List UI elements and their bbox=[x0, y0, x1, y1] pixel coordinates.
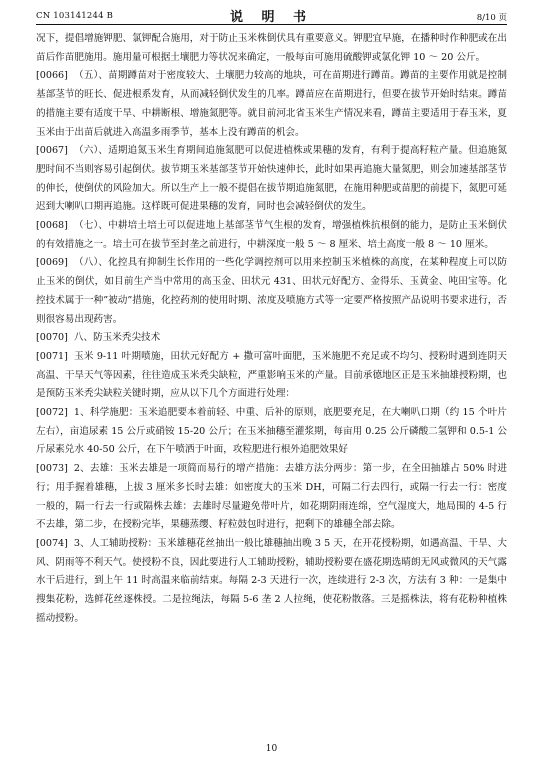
paragraph-text: （五）、苗期蹲苗对于密度较大、土壤肥力较高的地块，可在苗期进行蹲苗。蹲苗的主要作用就是控制基部茎节的旺长、促进根系发育，从而减轻倒伏发生的几率。蹲苗应在苗期进行，但要在拔节开始时结束。蹲苗的措施主要有适度干旱、中耕断根、增施氮肥等。就目前河北省玉米生产情况来看，蹲苗主要适用于春玉米，夏玉米由于出苗后就进入高温多雨季节，基本上没有蹲苗的机会。 bbox=[36, 70, 507, 138]
paragraph-0070 bbox=[36, 329, 507, 348]
paragraph-0066 bbox=[36, 67, 507, 142]
paragraph-number: [0072] bbox=[36, 407, 68, 419]
paragraph-0068 bbox=[36, 217, 507, 254]
paragraph-number: [0069] bbox=[36, 257, 68, 269]
paragraph-number: [0071] bbox=[36, 350, 68, 362]
document-title: 说 明 书 bbox=[229, 10, 314, 25]
paragraph-text: 2、去雄：玉米去雄是一项简而易行的增产措施：去雄方法分两步：第一步，在全田抽雄占 50% 时进行；用手握着雄穗，上拔 3 厘米多长时去雄：如密度大的玉米 DH，可隔二行去四行，或隔一行去一行：密度一般的，隔一行去一行或隔株去雄：去雄时尽量避免带叶片，如花期阴雨连绵，空气湿度大，地局围的 4-5 行不去雄，第二步，在授粉完毕，果穗蒸缨、籽粒鼓包时进行，把剩下的雄穗全部去除。 bbox=[36, 463, 507, 531]
paragraph-text: 玉米 9-11 叶期喷施，田状元好配方 + 撒可富叶面肥，玉米施肥不充足或不均匀、授粉时遇到连阴天高温、干旱天气等因素，往往造成玉米秃尖缺粒，严重影响玉米的产量。目前承德地区正是玉米抽雄授粉期，也是预防玉米秃尖缺粒关键时期，应从以下几个方面进行处理： bbox=[36, 350, 507, 400]
paragraph-text: （六）、适期追氮玉米生育期间追施氮肥可以促进植株或果穗的发育，有利于提高籽粒产量。但追施氮肥时间不当则容易引起倒伏。拔节期玉米基部茎节开始快速伸长，此时如果再追施大量氮肥，则会加速基部茎节的伸长，使倒伏的风险加大。所以生产上一般不提倡在拔节期追施氮肥，在施用种肥或苗肥的前提下，氮肥可延迟到大喇叭口期再追施。这样既可促进果穗的发育，同时也会减轻倒伏的发生。 bbox=[36, 145, 507, 213]
paragraph-number: [0068] bbox=[36, 220, 68, 232]
document-body bbox=[36, 30, 507, 629]
paragraph-number: [0066] bbox=[36, 70, 68, 82]
paragraph-0072 bbox=[36, 404, 507, 460]
header-rule bbox=[36, 24, 507, 25]
patent-number: CN 103141244 B bbox=[36, 11, 114, 21]
paragraph-text: （七）、中耕培土培土可以促进地上基部茎节气生根的发育，增强植株抗根倒的能力，是防止玉米倒伏的有效措施之一。培土可在拔节至封垄之前进行，中耕深度一般 5 ～ 8 厘米、培土高度一般 8 ～ 10 厘米。 bbox=[36, 220, 507, 250]
paragraph-number: [0074] bbox=[36, 537, 68, 549]
paragraph-text: 3、人工辅助授粉：玉米雄穗花丝抽出一般比雄穗抽出晚 3 5 天，在开花授粉期，如遇高温、干旱、大风、阴雨等不利天气。使授粉不良，因此要进行人工辅助授粉，辅助授粉要在盛花期选晴朗无风或微风的天气露水干后进行，到上午 11 时高温来临前结束。每隔 2-3 天进行一次，连续进行 2-3 次，方法有 3 种：一是集中搜集花粉，选鲜花丝逐株授。二是拉绳法，每隔 5-6 垄 2 人拉绳，使花粉散落。三是摇株法，将有花粉种植株摇动授粉。 bbox=[36, 537, 507, 624]
paragraph-number: [0067] bbox=[36, 145, 68, 157]
paragraph-0074 bbox=[36, 535, 507, 629]
document-header bbox=[36, 6, 507, 24]
paragraph-0069 bbox=[36, 254, 507, 329]
paragraph-continued bbox=[36, 30, 507, 67]
page-count: 8/10 页 bbox=[476, 13, 507, 23]
paragraph-text: 1、科学施肥：玉米追肥要本着前轻、中重、后补的原则，底肥要充足，在大喇叭口期（约 15 个叶片左右），亩追尿素 15 公斤或硝铵 15-20 公斤；在玉米抽穗至灌浆期，每亩用 0.25 公斤磷酸二氢钾和 0.5-1 公斤尿素兑水 40-50 公斤，在下午喷洒于叶面，攻粒肥进行根外追肥效果好 bbox=[36, 407, 507, 456]
paragraph-0071 bbox=[36, 348, 507, 404]
paragraph-number: [0070] bbox=[36, 332, 68, 344]
paragraph-text: 况下，提倡增施钾肥、氯钾配合施用，对于防止玉米株倒伏具有重要意义。钾肥宜早施，在播种时作种肥或在出苗后作苗肥施用。施用量可根据土壤肥力等状况来确定，一般每亩可施用硫酸钾或氯化钾 10 ～ 20 公斤。 bbox=[36, 33, 507, 63]
paragraph-0073 bbox=[36, 460, 507, 535]
paragraph-text: （八）、化控具有抑制生长作用的一些化学调控剂可以用来控制玉米植株的高度，在某种程度上可以防止玉米的倒伏，如目前生产当中常用的高玉金、田状元 431、田状元好配方、金得乐、玉黄金、吨田宝等。化控技术属于一种”被动”措施，化控药剂的使用时期、浓度及喷施方式等一定要严格按照产品说明书要求进行，否则很容易出现药害。 bbox=[36, 257, 507, 325]
paragraph-0067 bbox=[36, 142, 507, 217]
section-heading: 八、防玉米秃尖技术 bbox=[73, 332, 161, 344]
paragraph-number: [0073] bbox=[36, 463, 68, 475]
page-number: 10 bbox=[265, 744, 278, 754]
